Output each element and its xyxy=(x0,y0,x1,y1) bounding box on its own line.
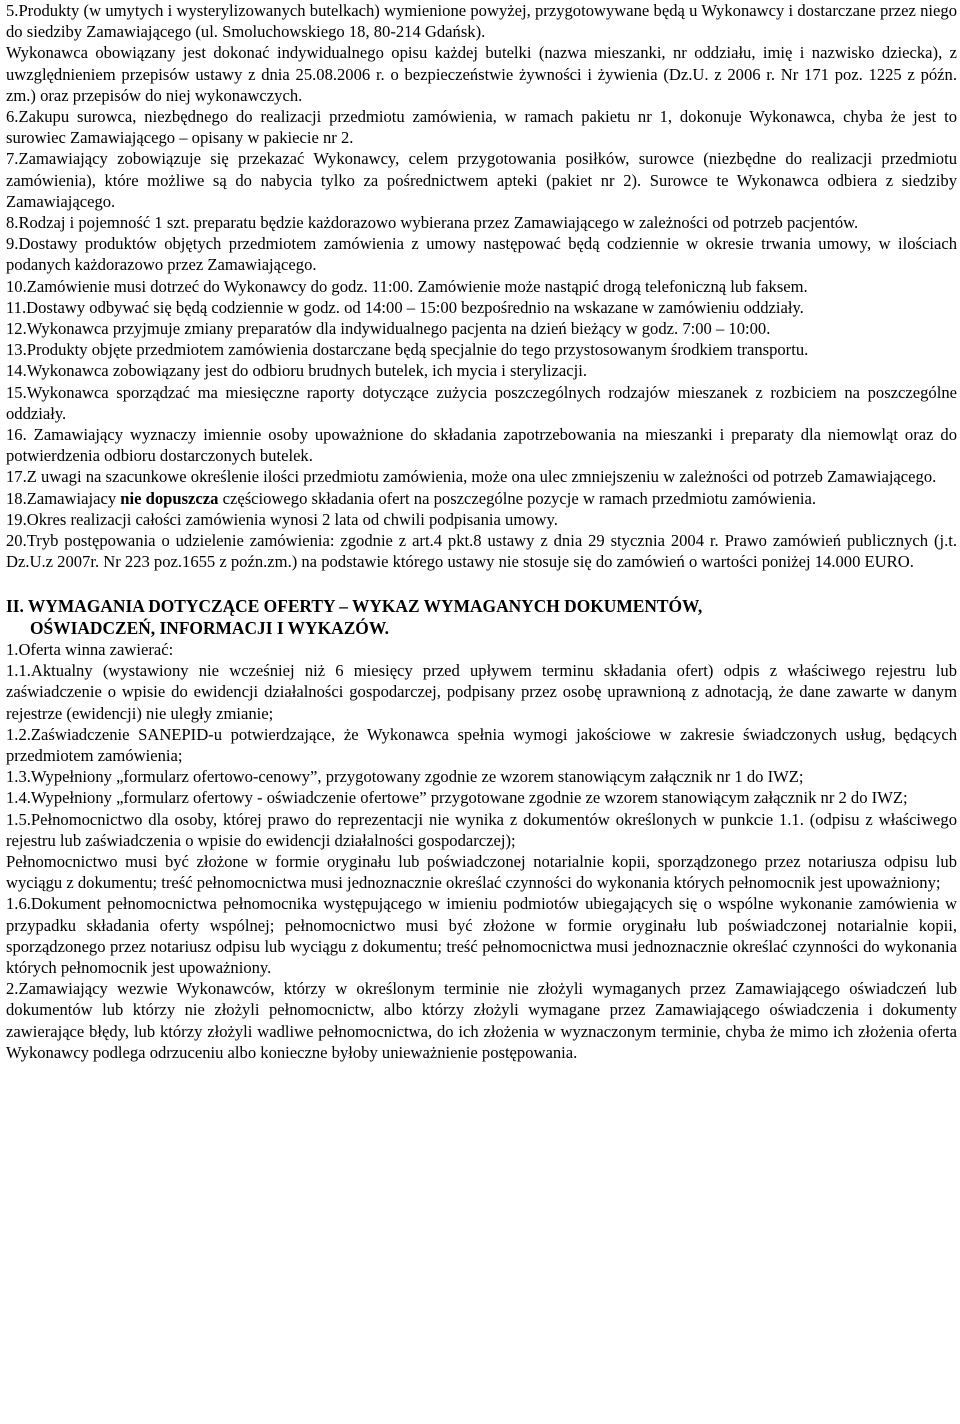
paragraph-item-12: 12.Wykonawca przyjmuje zmiany preparatów dla indywidualnego pacjenta na dzień bieżący w godz. 7:00 – 10:00. xyxy=(6,319,771,339)
paragraph-item-16: 16. Zamawiający wyznaczy imiennie osoby upoważnione do składania zapotrzebowania na mieszanki i preparaty dla niemowląt oraz do potwierdzenia odbioru dostarczonych butelek. xyxy=(6,425,957,466)
paragraph-item-1-4: 1.4.Wypełniony „formularz ofertowy - oświadczenie ofertowe” przygotowane zgodnie ze wzorem stanowiącym załącznik nr 2 do IWZ; xyxy=(6,788,908,808)
section-spacer xyxy=(6,572,957,596)
paragraph-item-1-1: 1.1.Aktualny (wystawiony nie wcześniej niż 6 miesięcy przed upływem terminu składania ofert) odpis z właściwego rejestru lub zaświadczenie o wpisie do ewidencji działalności gospodarczej, podpisany przez osobę uprawnioną z adnotacją, że dane zawarte w danym rejestrze (ewidencji) nie uległy zmianie; xyxy=(6,661,957,723)
paragraph-item-14: 14.Wykonawca zobowiązany jest do odbioru brudnych butelek, ich mycia i sterylizacji. xyxy=(6,361,587,381)
paragraph-item-8: 8.Rodzaj i pojemność 1 szt. preparatu będzie każdorazowo wybierana przez Zamawiającego w zależności od potrzeb pacjentów. xyxy=(6,213,859,233)
paragraph-item-13: 13.Produkty objęte przedmiotem zamówienia dostarczane będą specjalnie do tego przystosowanym środkiem transportu. xyxy=(6,340,809,360)
section-heading-line-2: OŚWIADCZEŃ, INFORMACJI I WYKAZÓW. xyxy=(30,617,389,638)
paragraph-item-19: 19.Okres realizacji całości zamówienia wynosi 2 lata od chwili podpisania umowy. xyxy=(6,509,558,529)
paragraph-item-20: 20.Tryb postępowania o udzielenie zamówienia: zgodnie z art.4 pkt.8 ustawy z dnia 29 stycznia 2004 r. Prawo zamówień publicznych (j.t. Dz.U.z 2007r. Nr 223 poz.1655 z poźn.zm.) na podstawie którego ustawy nie stosuje się do zamówień o wartości poniżej 14.000 EURO. xyxy=(6,531,957,572)
paragraph-offer-intro: 1.Oferta winna zawierać: xyxy=(6,639,174,659)
paragraph-item-1-5: 1.5.Pełnomocnictwo dla osoby, której prawo do reprezentacji nie wynika z dokumentów określonych w punkcie 1.1. (odpisu z właściwego rejestru lub zaświadczenia o wpisie do ewidencji działalności gospodarczej); xyxy=(6,809,957,850)
paragraph-item-7: 7.Zamawiający zobowiązuje się przekazać Wykonawcy, celem przygotowania posiłków, surowce (niezbędne do realizacji przedmiotu zamówienia), które możliwe są do nabycia tylko za pośrednictwem apteki (pakiet nr 2). Surowce te Wykonawca odbiera z siedziby Zamawiającego. xyxy=(6,149,957,211)
paragraph-item-2: 2.Zamawiający wezwie Wykonawców, którzy w określonym terminie nie złożyli wymaganych przez Zamawiającego oświadczeń lub dokumentów lub którzy nie złożyli pełnomocnictw, albo którzy złożyli wymagane przez Zamawiającego oświadczenia i dokumenty zawierające błędy, lub którzy złożyli wadliwe pełnomocnictwa, do ich złożenia w wyznaczonym terminie, chyba że mimo ich złożenia oferta Wykonawcy podlega odrzuceniu albo konieczne byłoby unieważnienie postępowania. xyxy=(6,979,957,1062)
paragraph-item-17: 17.Z uwagi na szacunkowe określenie ilości przedmiotu zamówienia, może ona ulec zmniejszeniu w zależności od potrzeb Zamawiającego. xyxy=(6,467,937,487)
item-18-emphasis: nie dopuszcza xyxy=(120,488,219,508)
paragraph-power-of-attorney: Pełnomocnictwo musi być złożone w formie oryginału lub poświadczonej notarialnie kopii, sporządzonego przez notariusza odpisu lub wyciągu z dokumentu; treść pełnomocnictwa musi jednoznacznie określać czynności do wykonania których pełnomocnik jest upoważniony; xyxy=(6,851,957,893)
item-18-text-before: 18.Zamawiajacy xyxy=(6,488,121,508)
paragraph-item-9: 9.Dostawy produktów objętych przedmiotem zamówienia z umowy następować będą codziennie w okresie trwania umowy, w ilościach podanych każdorazowo przez Zamawiającego. xyxy=(6,234,957,275)
paragraph-item-1-3: 1.3.Wypełniony „formularz ofertowo-cenowy”, przygotowany zgodnie ze wzorem stanowiącym załącznik nr 1 do IWZ; xyxy=(6,767,804,787)
item-18-text-after: częściowego składania ofert na poszczególne pozycje w ramach przedmiotu zamówienia. xyxy=(218,488,817,508)
paragraph-item-5: 5.Produkty (w umytych i wysterylizowanych butelkach) wymienione powyżej, przygotowywane będą u Wykonawcy i dostarczane przez niego do siedziby Zamawiającego (ul. Smoluchowskiego 18, 80-214 Gdańsk). xyxy=(6,1,957,42)
paragraph-item-15: 15.Wykonawca sporządzać ma miesięczne raporty dotyczące zużycia poszczególnych rodzajów mieszanek z rozbiciem na poszczególne oddziały. xyxy=(6,382,957,423)
paragraph-item-6: 6.Zakupu surowca, niezbędnego do realizacji przedmiotu zamówienia, w ramach pakietu nr 1, dokonuje Wykonawca, chyba że jest to surowiec Zamawiającego – opisany w pakiecie nr 2. xyxy=(6,107,957,148)
paragraph-item-11: 11.Dostawy odbywać się będą codziennie w godz. od 14:00 – 15:00 bezpośrednio na wskazane w zamówieniu oddziały. xyxy=(6,297,804,317)
paragraph-item-10: 10.Zamówienie musi dotrzeć do Wykonawcy do godz. 11:00. Zamówienie może nastąpić drogą telefoniczną lub faksem. xyxy=(6,276,808,296)
section-heading-line-1: II. WYMAGANIA DOTYCZĄCE OFERTY – WYKAZ WYMAGANYCH DOKUMENTÓW, xyxy=(6,596,703,617)
paragraph-item-18 xyxy=(6,488,957,509)
paragraph-item-1-2: 1.2.Zaświadczenie SANEPID-u potwierdzające, że Wykonawca spełnia wymogi jakościowe w zakresie świadczonych usług, będących przedmiotem zamówienia; xyxy=(6,724,957,765)
paragraph-labeling: Wykonawca obowiązany jest dokonać indywidualnego opisu każdej butelki (nazwa mieszanki, nr oddziału, imię i nazwisko dziecka), z uwzględnieniem przepisów ustawy z dnia 25.08.2006 r. o bezpieczeństwie żywności i żywienia (Dz.U. z 2006 r. Nr 171 poz. 1225 z późn. zm.) oraz przepisów do niej wykonawczych. xyxy=(6,43,957,105)
section-heading xyxy=(6,596,957,638)
paragraph-item-1-6: 1.6.Dokument pełnomocnictwa pełnomocnika występującego w imieniu podmiotów ubiegających się o wspólne wykonanie zamówienia w przypadku składania oferty wspólnej; pełnomocnictwo musi być złożone w formie oryginału lub poświadczonej notarialnie kopii, sporządzonego przez notariusz odpisu lub wyciągu z dokumentu; treść pełnomocnictwa musi jednoznacznie określać czynności do wykonania których pełnomocnik jest upoważniony. xyxy=(6,894,957,977)
